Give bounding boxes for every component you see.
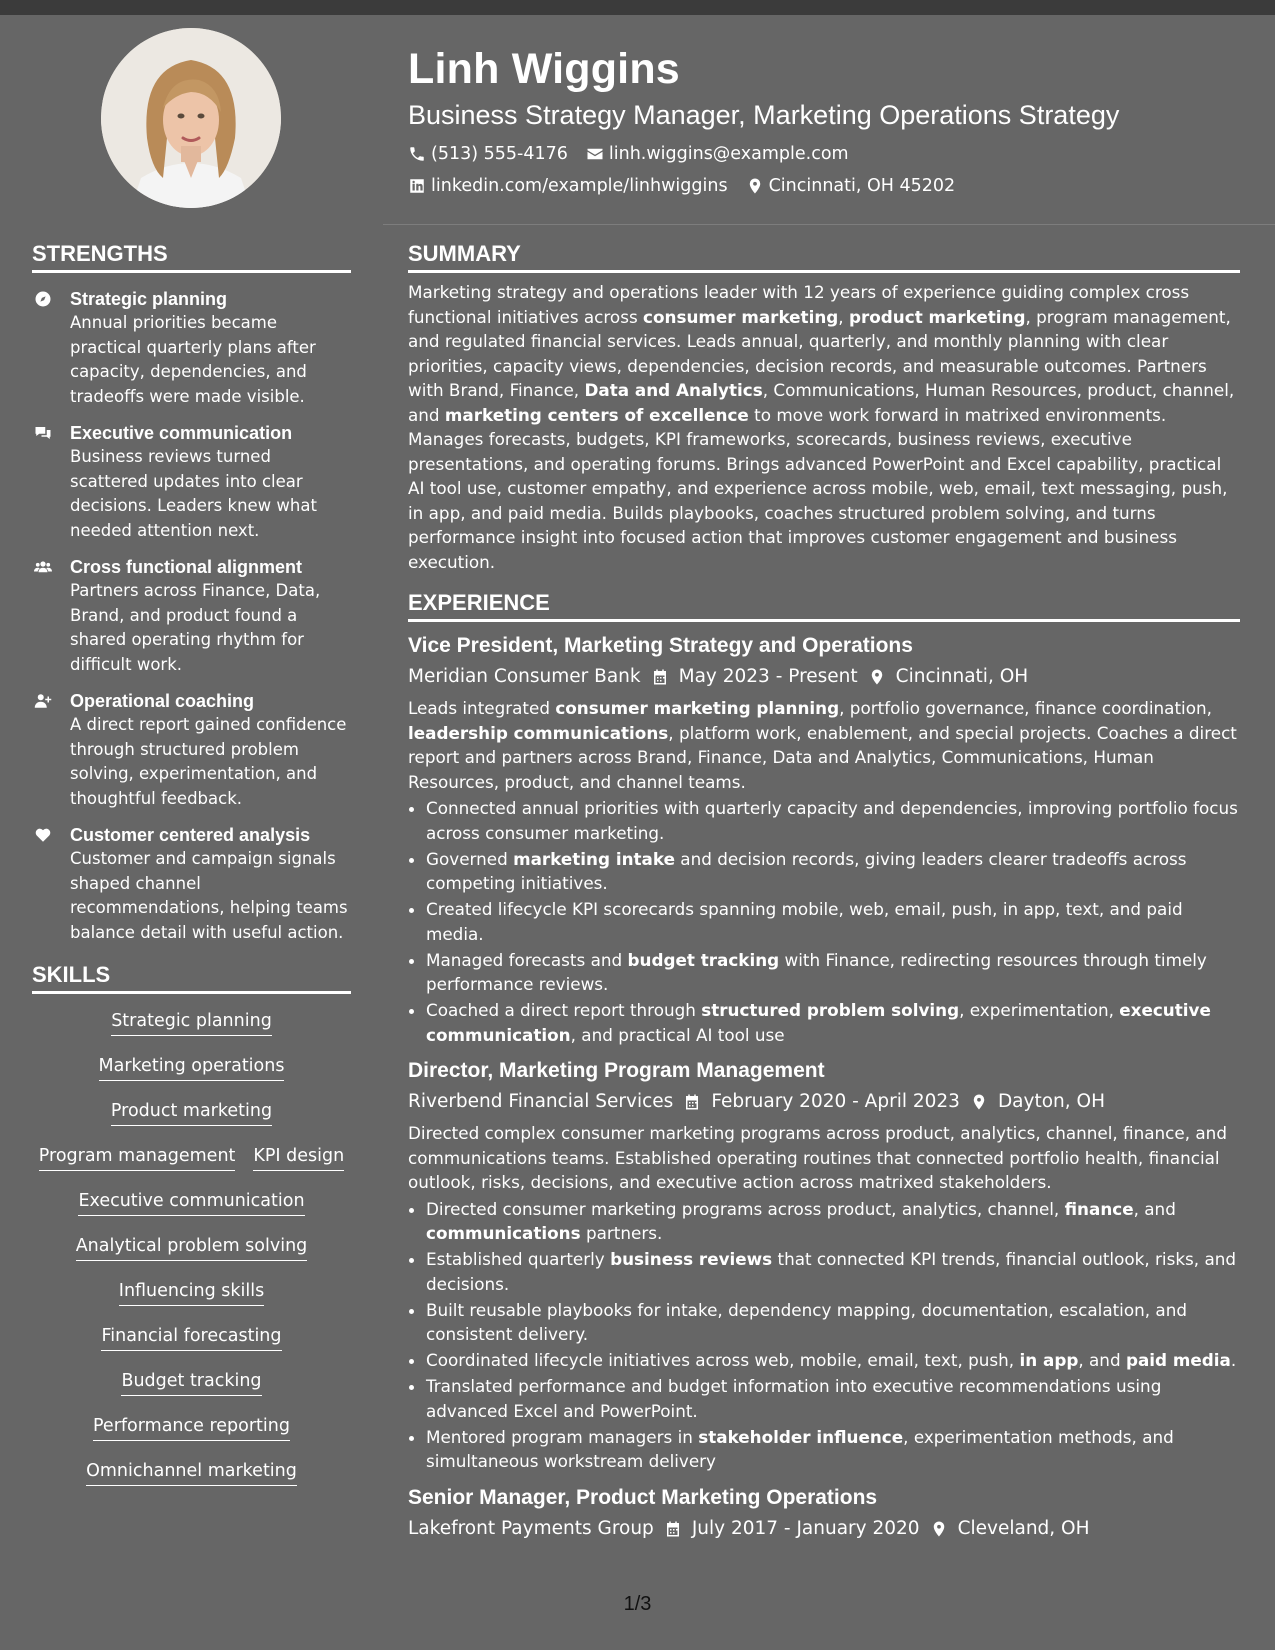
job-title: Senior Manager, Product Marketing Operations: [408, 1485, 878, 1509]
left-column: [32, 240, 351, 1495]
emphasis-text: business reviews: [610, 1249, 773, 1269]
strength-desc: Business reviews turned scattered updates into clear decisions. Leaders knew what needed attention next.: [70, 447, 317, 540]
strength-item: [32, 287, 351, 409]
job-bullet: • Built reusable playbooks for intake, dependency mapping, documentation, escalation, and consistent delivery.: [426, 1298, 1240, 1347]
job-bullet: • Mentored program managers in stakeholder influence, experimentation methods, and simultaneous workstream delivery: [426, 1425, 1240, 1474]
strength-title: Executive communication: [70, 423, 293, 443]
right-column: [408, 240, 1240, 1548]
job-company: Lakefront Payments Group: [408, 1517, 654, 1539]
strength-desc: A direct report gained confidence through structured problem solving, experimentation, and thoughtful feedback.: [70, 715, 347, 808]
job-entry: [408, 1057, 1240, 1474]
phone-text: (513) 555-4176: [431, 144, 568, 164]
job-bullet: • Directed consumer marketing programs across product, analytics, channel, finance, and communications partners.: [426, 1197, 1240, 1246]
emphasis-text: communications: [426, 1223, 581, 1243]
email-text: linh.wiggins@example.com: [608, 144, 849, 164]
candidate-name: Linh Wiggins: [408, 45, 680, 93]
map-marker-icon: [970, 1093, 988, 1111]
phone-contact[interactable]: [408, 138, 568, 170]
strength-desc: Customer and campaign signals shaped channel recommendations, helping teams balance detail with useful action.: [70, 849, 348, 942]
emphasis-text: marketing intake: [513, 848, 675, 869]
skills-heading: SKILLS: [32, 961, 351, 994]
strength-item: [32, 823, 351, 945]
strength-title: Strategic planning: [70, 289, 228, 309]
candidate-title: Business Strategy Manager, Marketing Operations Strategy: [408, 100, 1120, 130]
job-bullet: • Translated performance and budget information into executive recommendations using advanced Excel and PowerPoint.: [426, 1374, 1240, 1423]
emphasis-text: consumer marketing: [643, 306, 839, 327]
emphasis-text: consumer marketing planning: [555, 698, 840, 718]
linkedin-icon: [408, 177, 426, 195]
contact-row-1: [408, 138, 1238, 170]
skill-tag: Influencing skills: [119, 1280, 264, 1306]
map-marker-icon: [868, 668, 886, 686]
job-company: Riverbend Financial Services: [408, 1091, 674, 1112]
emphasis-text: leadership communications: [408, 722, 669, 743]
skill-tag: Product marketing: [111, 1100, 272, 1126]
linkedin-text: linkedin.com/example/linhwiggins: [431, 176, 728, 196]
job-location: Cincinnati, OH: [895, 666, 1029, 687]
emphasis-text: budget tracking: [627, 949, 780, 970]
job-dates: May 2023 - Present: [678, 666, 858, 687]
job-bullet: • Established quarterly business reviews that connected KPI trends, financial outlook, risks, and decisions.: [426, 1247, 1240, 1296]
skills-list: [32, 994, 351, 1495]
job-location: Dayton, OH: [997, 1091, 1105, 1112]
job-intro: Leads integrated consumer marketing planning, portfolio governance, finance coordination, leadership communications, platform work, enablement, and special projects. Coaches a direct report and partners across Brand, Finance, Data and Analytics, Communications, Human Resources, product, and channel teams.: [408, 698, 1237, 792]
skill-tag: Financial forecasting: [101, 1325, 281, 1351]
emphasis-text: structured problem solving: [701, 1000, 960, 1020]
job-intro: Directed complex consumer marketing programs across product, analytics, channel, finance, and communications teams. Established operating routines that connected portfolio health, financial outlook, risks, decisions, and executive action across matrixed stakeholders.: [408, 1123, 1227, 1192]
profile-photo: [101, 28, 281, 208]
emphasis-text: product marketing: [848, 306, 1026, 327]
contact-row-2: [408, 170, 1238, 202]
resume-header: [408, 40, 1238, 202]
job-bullet: • Connected annual priorities with quarterly capacity and dependencies, improving portfolio focus across consumer marketing.: [426, 796, 1240, 845]
job-title: Director, Marketing Program Management: [408, 1059, 825, 1082]
job-meta: [408, 1087, 1240, 1117]
email-contact[interactable]: [586, 138, 849, 170]
strength-title: Operational coaching: [70, 691, 255, 711]
job-bullet: • Coached a direct report through structured problem solving, experimentation, executive communication, and practical AI tool use: [426, 998, 1240, 1047]
strength-item: [32, 689, 351, 811]
header-divider: [383, 224, 1275, 225]
job-meta: [408, 662, 1240, 692]
page-number: 1/3: [623, 1593, 652, 1615]
location-contact: [746, 170, 956, 202]
job-bullet: • Managed forecasts and budget tracking with Finance, redirecting resources through timely performance reviews.: [426, 948, 1240, 997]
skill-tag: Executive communication: [78, 1190, 304, 1216]
emphasis-text: in app: [1019, 1350, 1079, 1370]
map-marker-icon: [930, 1520, 948, 1538]
skill-tag: Strategic planning: [111, 1010, 272, 1036]
skill-tag: Budget tracking: [121, 1370, 261, 1396]
location-text: Cincinnati, OH 45202: [768, 176, 956, 196]
job-dates: July 2017 - January 2020: [691, 1517, 920, 1539]
map-marker-icon: [746, 177, 764, 195]
compass-icon: [32, 290, 54, 308]
job-bullets: [408, 1197, 1240, 1474]
job-location: Cleveland, OH: [957, 1517, 1090, 1539]
emphasis-text: finance: [1064, 1198, 1134, 1219]
job-meta: [408, 1514, 1240, 1544]
skill-tag: Analytical problem solving: [76, 1235, 308, 1261]
calendar-icon: [683, 1093, 701, 1111]
strengths-heading: STRENGTHS: [32, 240, 351, 273]
strength-desc: Annual priorities became practical quarterly plans after capacity, dependencies, and tradeoffs were made visible.: [70, 313, 316, 406]
skill-tag: Program management: [39, 1145, 236, 1171]
skill-tag: KPI design: [253, 1145, 344, 1171]
job-dates: February 2020 - April 2023: [711, 1091, 960, 1112]
job-bullets: [408, 796, 1240, 1047]
skill-tag: Marketing operations: [99, 1055, 285, 1081]
strength-title: Cross functional alignment: [70, 557, 303, 577]
top-bar: [0, 0, 1275, 15]
job-entry: [408, 1484, 1240, 1544]
emphasis-text: stakeholder influence: [698, 1426, 904, 1447]
users-icon: [32, 558, 54, 576]
job-bullet: • Coordinated lifecycle initiatives across web, mobile, email, text, push, in app, and paid media.: [426, 1348, 1240, 1373]
summary-heading: SUMMARY: [408, 240, 1240, 273]
emphasis-text: executive communication: [426, 1000, 1211, 1045]
job-entry: [408, 632, 1240, 1047]
job-bullet: • Governed marketing intake and decision records, giving leaders clearer tradeoffs across competing initiatives.: [426, 847, 1240, 896]
job-bullet: • Created lifecycle KPI scorecards spanning mobile, web, email, push, in app, text, and paid media.: [426, 897, 1240, 946]
strength-title: Customer centered analysis: [70, 825, 311, 845]
comments-icon: [32, 424, 54, 442]
emphasis-text: Data and Analytics: [584, 380, 763, 400]
summary-text: Marketing strategy and operations leader with 12 years of experience guiding complex cross functional initiatives across consumer marketing, product marketing, program management, and regulated financial services. Leads annual, quarterly, and monthly planning with clear priorities, capacity views, dependencies, decision records, and measurable outcomes. Partners with Brand, Finance, Data and Analytics, Communications, Human Resources, product, channel, and marketing centers of excellence to move work forward in matrixed environments. Manages forecasts, budgets, KPI frameworks, scorecards, business reviews, executive presentations, and operating forums. Brings advanced PowerPoint and Excel capability, practical AI tool use, customer empathy, and experience across mobile, web, email, text messaging, push, in app, and paid media. Builds playbooks, coaches structured problem solving, and turns performance insight into focused action that improves customer engagement and business execution.: [408, 282, 1235, 572]
linkedin-contact[interactable]: [408, 170, 728, 202]
emphasis-text: marketing centers of excellence: [444, 404, 749, 425]
calendar-icon: [664, 1520, 682, 1538]
skill-tag: Performance reporting: [93, 1415, 290, 1441]
calendar-icon: [651, 668, 669, 686]
strength-item: [32, 555, 351, 677]
envelope-icon: [586, 145, 604, 163]
experience-heading: EXPERIENCE: [408, 589, 1240, 622]
emphasis-text: paid media: [1125, 1350, 1231, 1370]
skill-tag: Omnichannel marketing: [86, 1460, 297, 1486]
phone-icon: [408, 145, 426, 163]
strength-desc: Partners across Finance, Data, Brand, and product found a shared operating rhythm for difficult work.: [70, 581, 321, 674]
user-plus-icon: [32, 692, 54, 710]
heart-icon: [32, 826, 54, 844]
strength-item: [32, 421, 351, 543]
job-title: Vice President, Marketing Strategy and Operations: [408, 634, 913, 657]
job-company: Meridian Consumer Bank: [408, 666, 641, 687]
